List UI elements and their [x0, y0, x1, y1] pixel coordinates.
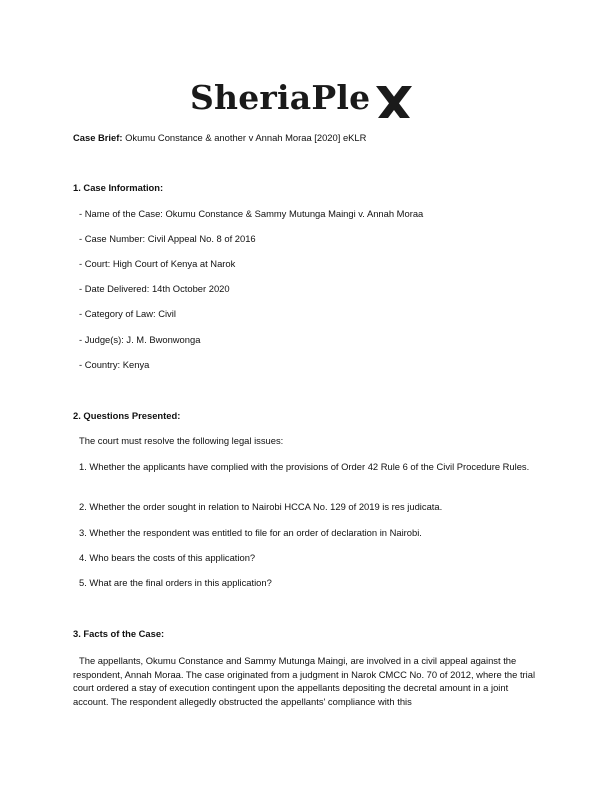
logo-x-mark	[374, 84, 414, 120]
list-item: - Court: High Court of Kenya at Narok	[79, 258, 236, 269]
question-item: 3. Whether the respondent was entitled to file for an order of declaration in Nairobi.	[79, 527, 422, 538]
section-heading-case-information: 1. Case Information:	[73, 182, 164, 193]
question-item: 4. Who bears the costs of this application?	[79, 552, 256, 563]
section-intro: The court must resolve the following legal issues:	[79, 435, 284, 446]
question-item: 1. Whether the applicants have complied with the provisions of Order 42 Rule 6 of the Civil Procedure Rules.	[79, 461, 530, 472]
case-brief-line	[73, 132, 366, 144]
list-item: - Date Delivered: 14th October 2020	[79, 283, 230, 294]
section-heading-facts: 3. Facts of the Case:	[73, 628, 165, 639]
question-item: 2. Whether the order sought in relation to Nairobi HCCA No. 129 of 2019 is res judicata.	[79, 501, 443, 512]
sheriaplex-logo	[190, 78, 430, 122]
question-item: 5. What are the final orders in this application?	[79, 577, 272, 588]
list-item: - Country: Kenya	[79, 359, 150, 370]
list-item: - Category of Law: Civil	[79, 308, 176, 319]
case-brief-label: Case Brief:	[73, 132, 123, 143]
case-brief-title: Okumu Constance & another v Annah Moraa [2020] eKLR	[125, 132, 367, 143]
list-item: - Name of the Case: Okumu Constance & Sammy Mutunga Maingi v. Annah Moraa	[79, 208, 424, 219]
list-item: - Case Number: Civil Appeal No. 8 of 2016	[79, 233, 256, 244]
facts-paragraph: The appellants, Okumu Constance and Sammy Mutunga Maingi, are involved in a civil appeal against the respondent, Annah Moraa. The case originated from a judgment in Narok CMCC No. 70 of 2012, where the trial court ordered a stay of execution contingent upon the appellants depositing the decretal amount in a joint account. The respondent allegedly obstructed the appellants' compliance with this	[73, 655, 536, 707]
section-heading-questions-presented: 2. Questions Presented:	[73, 410, 181, 421]
list-item: - Judge(s): J. M. Bwonwonga	[79, 334, 201, 345]
logo-wordmark: SheriaPle	[190, 78, 371, 117]
